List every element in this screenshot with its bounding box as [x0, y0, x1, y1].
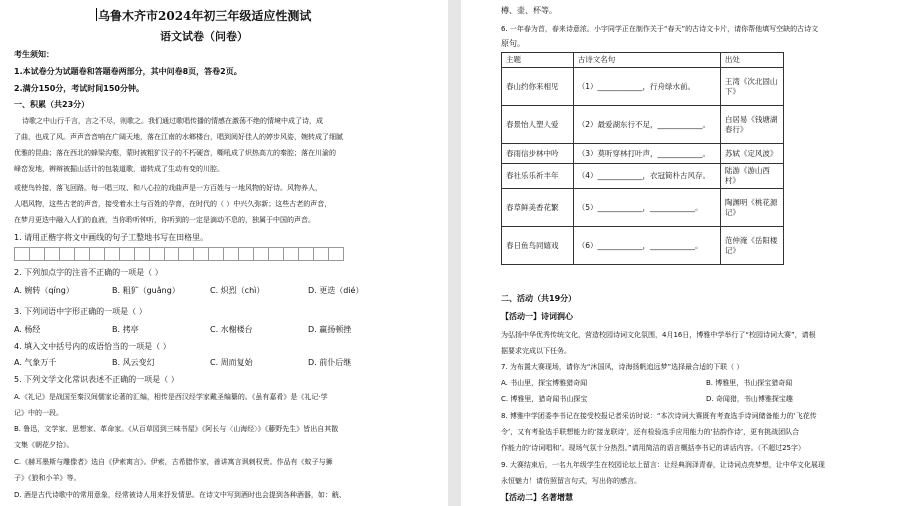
table-row [502, 189, 784, 227]
question-6: 6. 一年春为首，春来诗意浓。小宇同学正在制作关于“春天”的古诗文卡片，请你帮他填写空缺的古诗文 [501, 25, 819, 33]
activity-1-intro: 为弘扬中华优秀传统文化，营造校园诗词文化氛围，4月16日，博雅中学举行了“校园诗词大赛”，请根 [501, 331, 816, 339]
q5-line: C.《赫耳墨斯与雕像者》选自《伊索寓言》。伊索，古希腊作家，善讲寓言讽刺权贵。作品有《蚊子与狮 [14, 458, 333, 466]
q2-option-c: C. 炽烈（chì） [210, 286, 265, 295]
activity-2-heading: 【活动二】名著增慧 [501, 493, 573, 502]
q3-option-c: C. 水榭楼台 [210, 325, 253, 334]
row-line[interactable]: （2）最爱湖东行不足，____________。 [573, 106, 720, 144]
q3-option-b: B. 拷亭 [112, 325, 139, 334]
q2-option-b: B. 粗犷（guǎng） [112, 286, 180, 295]
question-2: 2. 下列加点字的注音不正确的一项是（ ） [14, 268, 163, 277]
table-row [502, 227, 784, 265]
row-line[interactable]: （1）____________，行舟绿水前。 [573, 68, 720, 106]
poem-table [501, 52, 784, 265]
row-line[interactable]: （5）____________，____________。 [573, 189, 720, 227]
header-theme: 主题 [502, 53, 574, 68]
row-line[interactable]: （3）莫听穿林打叶声，____________。 [573, 144, 720, 164]
passage-line: 了曲，也成了风。声声音音响在广阔天地，落在江南的水鄉楼台，唱到阅好佳人的婷步风姿，婉转成了细腻 [14, 133, 343, 141]
passage-line: 诗歌之中山行千言，言之不尽，则歌之。我们通过歌唱传播的情感在激荡不绝的情境中成了诗，成 [22, 117, 323, 125]
row-source: 苏轼《定风波》 [720, 144, 783, 164]
question-8: 8. 博雅中学团委李书记在接受校报记者采访时说：“本次诗词大赛既有考查选手诗词储备能力的‘飞花传 [501, 412, 817, 420]
q2-option-d: D. 更迭（dié） [308, 286, 364, 295]
q4-option-d: D. 前仆后继 [308, 358, 352, 367]
question-4: 4. 填入文中括号内的成语恰当的一项是（ ） [14, 342, 171, 351]
q7-option-a: A. 书山里，探宝博雅猎奇闻 [501, 379, 588, 387]
q7-option-c: C. 博雅里，猎奇闻书山探宝 [501, 395, 588, 403]
q3-option-a: A. 杨经 [14, 325, 41, 334]
q5-line: B. 鲁迅，文学家、思想家、革命家。《从百草园到三味书屋》《阿长与〈山海经〉》《藤野先生》皆出自其散 [14, 425, 339, 433]
q7-option-d: D. 奇闻猎，书山博雅探宝趣 [706, 395, 793, 403]
row-source: 范仲淹《岳阳楼记》 [720, 227, 783, 265]
row-theme: 春社乐乐祈丰年 [502, 164, 574, 189]
row-line[interactable]: （4）____________，衣冠简朴古风存。 [573, 164, 720, 189]
notice-2: 2.满分150分，考试时间150分钟。 [14, 84, 145, 93]
question-7: 7. 为布置大赛现场，请你为“沐国风，诗海扬帆追远梦”选择最合适的下联（ ） [501, 363, 744, 371]
question-5: 5. 下列文学文化常识表述不正确的一项是（ ） [14, 375, 179, 384]
q5-line: 文集《朝花夕拾》。 [14, 441, 74, 449]
section-1-heading: 一、积累（共23分） [14, 100, 90, 109]
q4-option-a: A. 气象万千 [14, 358, 57, 367]
table-row [502, 144, 784, 164]
q4-option-c: C. 周而复始 [210, 358, 253, 367]
question-9: 永恒魅力！请仿照留言句式，写出你的感言。 [501, 477, 641, 485]
q5-line: 子》《狼和小羊》等。 [14, 474, 81, 482]
text-cursor [96, 8, 97, 21]
passage-line: 优雅的昆曲；落在西北的蜂梁沟壑，蒙时被粗犷汉子的不朽硬音，嘶吼成了炽热高亢的秦腔；落在川渝的 [14, 149, 336, 157]
exam-title: 乌鲁木齐市2024年初三年级适应性测试 [98, 9, 312, 23]
q5-line: D. 酒是古代诗歌中的常用意象，经常被诗人用来抒发情思。在诗文中写到酒时也会提到各种酒器，如：觥、 [14, 491, 346, 499]
q5-line: A.《礼记》是战国至秦汉间儒家论著的汇编，相传是西汉经学家戴圣编纂的。《虽有嘉肴》是《礼记·学 [14, 393, 328, 401]
exam-subtitle: 语文试卷（问卷） [160, 30, 248, 43]
passage-line: 在梦月更迭中融入人们的血液，当你聆听钟听，你听到的一定是滴动不息的，独属于中国的声音。 [14, 216, 315, 224]
table-row [502, 164, 784, 189]
activity-1-intro: 据要求完成以下任务。 [501, 347, 571, 355]
question-1: 1. 请用正楷字将文中画线的句子工整地书写在田格里。 [14, 233, 209, 242]
question-8: 令’，又有考验选手联想能力的‘接龙联诗’，还有检验选手应用能力的‘拈韵作诗’，更有挑战团队合 [501, 428, 800, 436]
header-source: 出处 [720, 53, 783, 68]
row-source: 王湾《次北固山下》 [720, 68, 783, 106]
question-9: 9. 大赛结束后，一名九年级学生在校园论坛上留言：让经典润泽青春，让诗词点亮梦想，让中华文化展现 [501, 461, 825, 469]
notice-1: 1.本试卷分为试题卷和答题卷两部分，其中问卷8页，答卷2页。 [14, 67, 242, 76]
row-theme: 春草鲜美香花繁 [502, 189, 574, 227]
row-source: 白居易《钱塘湖春行》 [720, 106, 783, 144]
passage-line: 人唱风物，这些古老的声音，接受着水土与百姓的孕育，在时代的（ ）中兴久弥新；这些古老的声音， [14, 200, 332, 208]
passage-line: 峰峦发地，辨辩被掘山活计的包装道歌，谱转成了生动有变的川腔。 [14, 165, 224, 173]
left-page [0, 0, 448, 506]
activity-1-heading: 【活动一】诗词润心 [501, 312, 573, 321]
header-line: 古诗文名句 [573, 53, 720, 68]
q2-option-a: A. 婉转（qíng） [14, 286, 74, 295]
row-theme: 春日鱼鸟同嬉戏 [502, 227, 574, 265]
row-line[interactable]: （6）____________，____________。 [573, 227, 720, 265]
continued-line: 樽、壶、杯等。 [501, 6, 557, 15]
question-6-cont: 原句。 [501, 39, 525, 48]
row-theme: 春雨信步林中吟 [502, 144, 574, 164]
q3-option-d: D. 赢扬顿挫 [308, 325, 352, 334]
passage-line: 或使鸟铃接、落飞回路。每一唱三叹、和八心拉的戏曲声是一方百姓与一地风物的好诗。风物养人， [14, 184, 322, 192]
right-page [461, 0, 900, 506]
table-row [502, 106, 784, 144]
table-header-row [502, 53, 784, 68]
row-source: 陶渊明《桃花源记》 [720, 189, 783, 227]
question-3: 3. 下列词语中字形正确的一项是（ ） [14, 307, 147, 316]
question-8: 作能力的‘诗词唱和’。现场气氛十分热烈。”请用简洁的语言概括李书记的讲话内容。（不超过25字） [501, 444, 805, 452]
q5-line: 记》中的一段。 [14, 409, 63, 417]
q7-option-b: B. 博雅里，书山探宝猎奇闻 [706, 379, 793, 387]
q4-option-b: B. 风云变幻 [112, 358, 155, 367]
section-2-heading: 二、活动（共19分） [501, 294, 577, 303]
row-theme: 春山约你来相见 [502, 68, 574, 106]
table-row [502, 68, 784, 106]
row-source: 陆游《游山西村》 [720, 164, 783, 189]
notice-heading: 考生须知： [14, 50, 54, 59]
writing-grid [14, 247, 344, 261]
row-theme: 春景怡人塑人爱 [502, 106, 574, 144]
